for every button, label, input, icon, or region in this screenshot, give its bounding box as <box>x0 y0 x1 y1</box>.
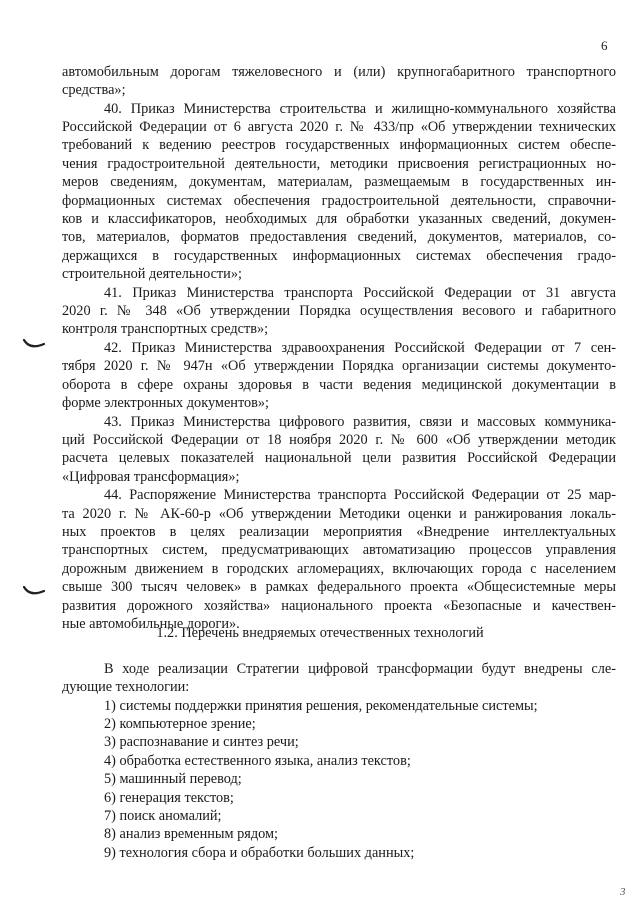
body-line: оборота в сфере охраны здоровья в части ведения медицинской документации в <box>62 377 616 393</box>
body-line: средства»; <box>62 82 126 98</box>
body-line: ков и классификаторов, необходимых для обработки указанных сведений, докумен- <box>62 211 616 227</box>
technology-list-item: 5) машинный перевод; <box>104 771 242 787</box>
body-line: дорожным движением в городских агломерациях, включающих города с населением <box>62 561 616 577</box>
body-line: меров сведениям, документам, материалам, размещаемым в государственных ин- <box>62 174 616 190</box>
body-line: тов, материалов, форматов предоставления сведений, документов, материалов, со- <box>62 229 616 245</box>
technology-list-item: 7) поиск аномалий; <box>104 808 222 824</box>
body-line: развития дорожного хозяйства» национального проекта «Безопасные и качествен- <box>62 598 616 614</box>
body-line: свыше 300 тысяч человек» в рамках федерального проекта «Общесистемные меры <box>62 579 616 595</box>
technology-list-item: 8) анализ временным рядом; <box>104 826 279 842</box>
section-heading: 1.2. Перечень внедряемых отечественных технологий <box>156 625 484 641</box>
body-line: расчета целевых показателей национальной цели развития Российской Федерации <box>62 450 616 466</box>
margin-tick-mark <box>22 583 48 601</box>
body-line: «Цифровая трансформация»; <box>62 469 240 485</box>
body-line: 41. Приказ Министерства транспорта Российской Федерации от 31 августа <box>104 285 616 301</box>
intro-line: В ходе реализации Стратегии цифровой трансформации будут внедрены сле- <box>104 661 616 677</box>
body-line: 40. Приказ Министерства строительства и жилищно-коммунального хозяйства <box>104 101 616 117</box>
body-line: Российской Федерации от 6 августа 2020 г. № 433/пр «Об утверждении технических <box>62 119 616 135</box>
body-line: 44. Распоряжение Министерства транспорта Российской Федерации от 25 мар- <box>104 487 616 503</box>
body-line: транспортных систем, предусматривающих автоматизацию процессов управления <box>62 542 616 558</box>
body-line: 42. Приказ Министерства здравоохранения Российской Федерации от 7 сен- <box>104 340 616 356</box>
technology-list-item: 9) технология сбора и обработки больших данных; <box>104 845 415 861</box>
body-line: формационных системах обеспечения градостроительной деятельности, справочни- <box>62 193 616 209</box>
technology-list-item: 4) обработка естественного языка, анализ текстов; <box>104 753 411 769</box>
body-line: 43. Приказ Министерства цифрового развития, связи и массовых коммуника- <box>104 414 616 430</box>
body-line: контроля транспортных средств»; <box>62 321 269 337</box>
technology-list-item: 2) компьютерное зрение; <box>104 716 256 732</box>
body-line: 2020 г. № 348 «Об утверждении Порядка осуществления весового и габаритного <box>62 303 616 319</box>
corner-handwritten-mark: 3 <box>620 886 626 898</box>
body-line: строительной деятельности»; <box>62 266 242 282</box>
body-line: автомобильным дорогам тяжеловесного и (или) крупногабаритного транспортного <box>62 64 616 80</box>
body-line: ные автомобильные дороги». <box>62 616 240 632</box>
body-line: та 2020 г. № АК-60-р «Об утверждении Методики оценки и ранжирования локаль- <box>62 506 616 522</box>
technology-list-item: 6) генерация текстов; <box>104 790 234 806</box>
body-line: требований к ведению реестров государственных информационных систем обеспе- <box>62 137 616 153</box>
body-line: тября 2020 г. № 947н «Об утверждении Порядка организации системы документо- <box>62 358 616 374</box>
body-line: ций Российской Федерации от 18 ноября 2020 г. № 600 «Об утверждении методик <box>62 432 616 448</box>
body-line: форме электронных документов»; <box>62 395 270 411</box>
page-number: 6 <box>601 38 608 53</box>
body-line: чения градостроительной деятельности, методики присвоения регистрационных но- <box>62 156 616 172</box>
technology-list-item: 1) системы поддержки принятия решения, рекомендательные системы; <box>104 698 538 714</box>
body-line: держащихся в государственных информационных системах обеспечения градо- <box>62 248 616 264</box>
body-line: ных проектов в целях реализации мероприятия «Внедрение интеллектуальных <box>62 524 616 540</box>
margin-tick-mark <box>22 336 48 354</box>
technology-list-item: 3) распознавание и синтез речи; <box>104 734 299 750</box>
intro-line: дующие технологии: <box>62 679 190 695</box>
